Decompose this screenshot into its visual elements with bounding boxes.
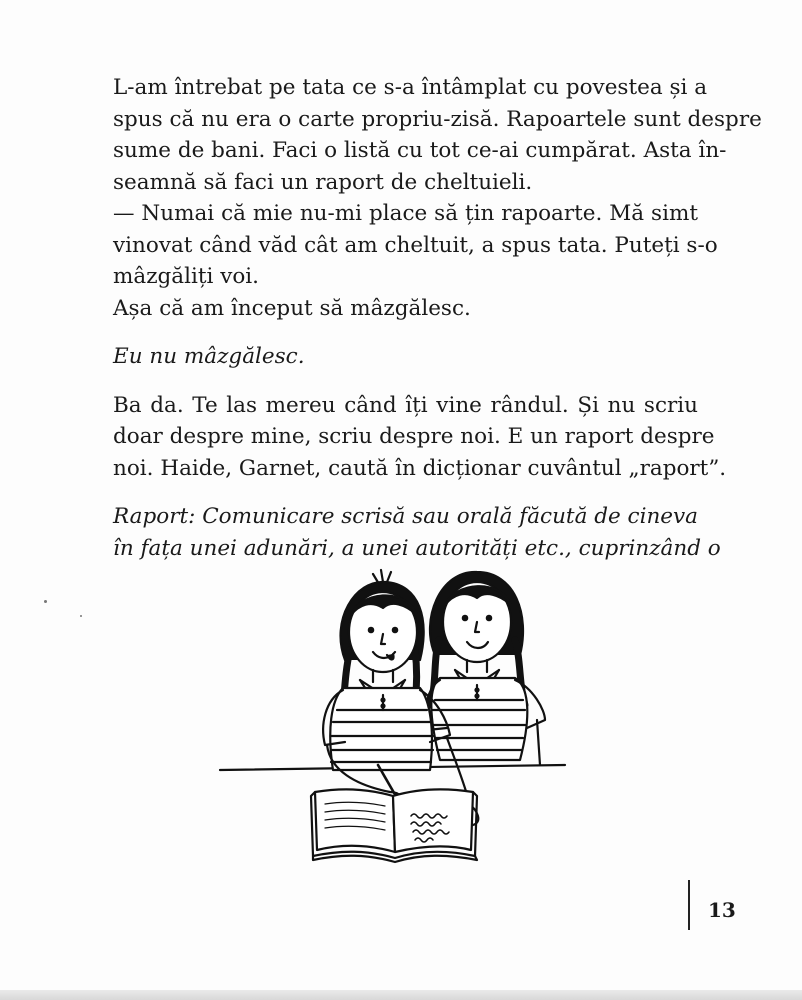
paragraph-4-italic: [113, 341, 698, 373]
text-line: seamnă să faci un raport de cheltuieli.: [113, 169, 533, 195]
text-line: în fața unei adunări, a unei autorități etc., cuprinzând o: [113, 535, 721, 561]
text-line: Raport: Comunicare scrisă sau orală făcută de cineva: [113, 504, 698, 529]
text-line: vinovat când văd cât am cheltuit, a spus tata. Puteți s-o: [113, 232, 718, 258]
right-girl: [426, 572, 545, 765]
twin-girls-illustration: [215, 560, 575, 875]
page-number-rule: [688, 880, 690, 930]
paragraph-6-italic-definition: [113, 501, 721, 564]
page-bottom-edge: [0, 990, 802, 1000]
paragraph-3: [113, 293, 698, 325]
text-line: sume de bani. Faci o listă cu tot ce-ai cumpărat. Asta în-: [113, 138, 727, 163]
paper-speck: [80, 615, 82, 617]
open-book: [311, 789, 477, 862]
body-text: [113, 72, 762, 564]
paragraph-1: [113, 72, 762, 198]
text-line: spus că nu era o carte propriu-zisă. Rapoartele sunt despre: [113, 106, 762, 132]
text-line: noi. Haide, Garnet, caută în dicționar cuvântul „raport”.: [113, 455, 727, 481]
text-line: Eu nu mâzgălesc.: [113, 344, 305, 369]
paper-speck: [44, 600, 47, 603]
text-line: — Numai că mie nu-mi place să țin rapoarte. Mă simt: [113, 201, 698, 226]
text-line: Așa că am început să mâzgălesc.: [113, 295, 471, 321]
paragraph-5: [113, 390, 727, 485]
text-line: mâzgăliți voi.: [113, 264, 260, 289]
text-line: Ba da. Te las mereu când îți vine rândul. Și nu scriu: [113, 392, 698, 418]
page-number: 13: [708, 898, 736, 922]
text-line: doar despre mine, scriu despre noi. E un raport despre: [113, 424, 715, 449]
text-line: L-am întrebat pe tata ce s-a întâmplat cu povestea și a: [113, 75, 708, 100]
paragraph-2: [113, 198, 718, 293]
page-number-block: [688, 880, 748, 930]
